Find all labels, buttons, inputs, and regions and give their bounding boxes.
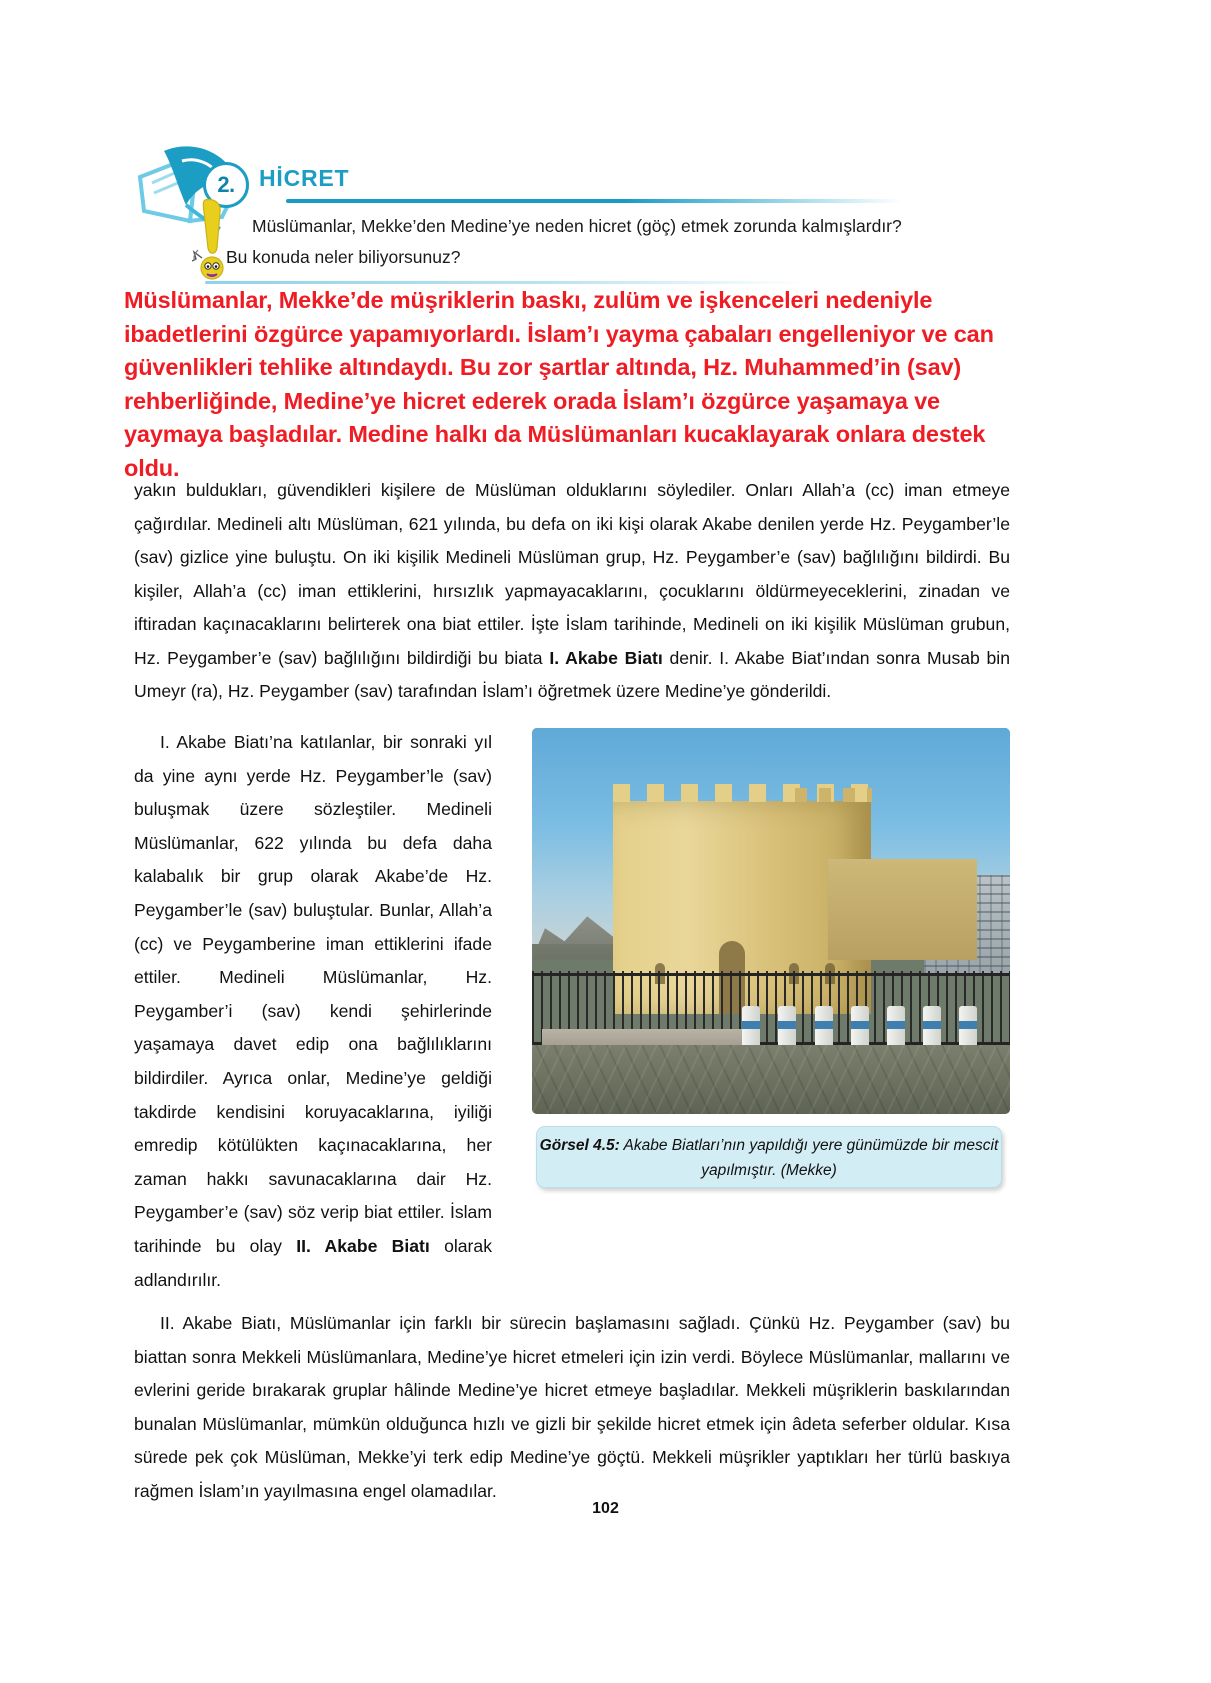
akabe-mescit-photo (532, 728, 1010, 1114)
photo-mosque-battlements-side (795, 788, 872, 802)
text-with-figure-section (134, 726, 1010, 1290)
figure-caption-label: Görsel 4.5: (539, 1137, 620, 1154)
page-title: HİCRET (259, 165, 350, 191)
paragraph-left-bold-term: II. Akabe Biatı (296, 1235, 430, 1256)
figure-caption-text: Akabe Biatları’nın yapıldığı yere günümüzde bir mescit yapılmıştır. (Mekke) (619, 1137, 999, 1179)
figure-gorsel-4-5 (532, 728, 1010, 1192)
question-line-2: Bu konuda neler biliyorsunuz? (226, 247, 461, 267)
body-paragraph-left (134, 726, 492, 1297)
photo-paved-ground (532, 1045, 1010, 1114)
body-paragraph-2 (134, 1307, 1010, 1508)
paragraph-1-bold-term: I. Akabe Biatı (549, 647, 663, 668)
section-header (134, 135, 894, 195)
paragraph-1-text: yakın buldukları, güvendikleri kişilere de Müslüman olduklarını söylediler. Onları Allah’a (cc) iman etmeye çağırdılar. Medineli altı Müslüman, 621 yılında, bu defa on iki kişi olarak Akabe denilen yerde Hz. Peygamber’le (sav) gizlice yine buluştu. On iki kişilik Medineli Müslüman grup, Hz. Peygamber’e (sav) bağlılığını bildirdi. Bu kişiler, Allah’a (cc) iman ettiklerini, hırsızlık yapmayacaklarını, çocuklarını öldürmeyeceklerini, zinadan ve iftiradan kaçınacaklarını belirterek ona biat ettiler. İşte İslam tarihinde, Medineli on iki kişilik Müslüman grubun, Hz. Peygamber’e (sav) bağlılığını bildirdiği bu biata (134, 480, 1010, 668)
intro-question (226, 211, 996, 273)
header-divider (286, 199, 902, 203)
figure-caption (536, 1126, 1002, 1188)
paragraph-left-tail: olarak adlandırılır. (134, 1235, 492, 1290)
photo-side-wall (828, 859, 976, 959)
paragraph-left-text: I. Akabe Biatı’na katılanlar, bir sonraki yıl da yine aynı yerde Hz. Peygamber’le (sav) buluşmak üzere sözleştiler. Medineli Müslümanlar, 622 yılında bu defa daha kalabalık bir grup olarak Akabe’de Hz. Peygamber’le (sav) buluştular. Bunlar, Allah’a (cc) ve Peygamberine iman ettiklerini ifade ettiler. Medineli Müslümanlar, Hz. Peygamber’i (sav) kendi şehirlerinde yaşamaya davet edip ona bağlılıklarını bildirdiler. Ayrıca onlar, Medine’ye geldiği takdirde kendisini koruyacaklarına, iyiliği emredip kötülükten kaçınacaklarına, her zaman hakkı savunacaklarına dair Hz. Peygamber’e (sav) söz verip biat ettiler. İslam tarihinde bu olay (134, 732, 492, 1256)
paragraph-1-tail: denir. I. Akabe Biat’ından sonra Musab bin Umeyr (ra), Hz. Peygamber (sav) tarafından İslam’ı öğretmek üzere Medine’ye gönderildi. (134, 647, 1010, 701)
page-number: 102 (592, 1500, 619, 1517)
paragraph-2-text: II. Akabe Biatı, Müslümanlar için farklı bir sürecin başlamasını sağladı. Çünkü Hz. Peygamber (sav) bu biattan sonra Mekkeli Müslümanlara, Medine’ye hicret etmeleri için izin verdi. Böylece Müslümanlar, mallarını ve evlerini geride bırakarak gruplar hâlinde Medine’ye hicret etmeye başladılar. Mekkeli müşriklerin baskılarından bunalan Müslümanlar, mümkün olduğunca hızlı ve gizli bir şekilde hicret etmek için âdeta seferber oldular. Kısa sürede pek çok Müslüman, Mekke’yi terk edip Medine’ye göçtü. Mekkeli müşrikler yaptıkları her türlü baskıya rağmen İslam’ın yayılmasına engel olamadılar. (134, 1313, 1010, 1501)
body-paragraph-1 (134, 474, 1010, 709)
question-line-1: Müslümanlar, Mekke’den Medine’ye neden hicret (göç) etmek zorunda kalmışlardır? (252, 216, 902, 236)
red-summary-paragraph: Müslümanlar, Mekke’de müşriklerin baskı, zulüm ve işkenceleri nedeniyle ibadetlerini özgürce yapamıyorlardı. İslam’ı yayma çabaları engelleniyor ve can güvenlikleri tehlike altındaydı. Bu zor şartlar altında, Hz. Muhammed’in (sav) rehberliğinde, Medine’ye hicret ederek orada İslam’ı özgürce yaşamaya ve yaymaya başladılar. Medine halkı da Müslümanları kucaklayarak onlara destek oldu. (124, 287, 994, 481)
section-number-badge: 2. (203, 162, 249, 208)
photo-fence-rail (532, 973, 1010, 976)
